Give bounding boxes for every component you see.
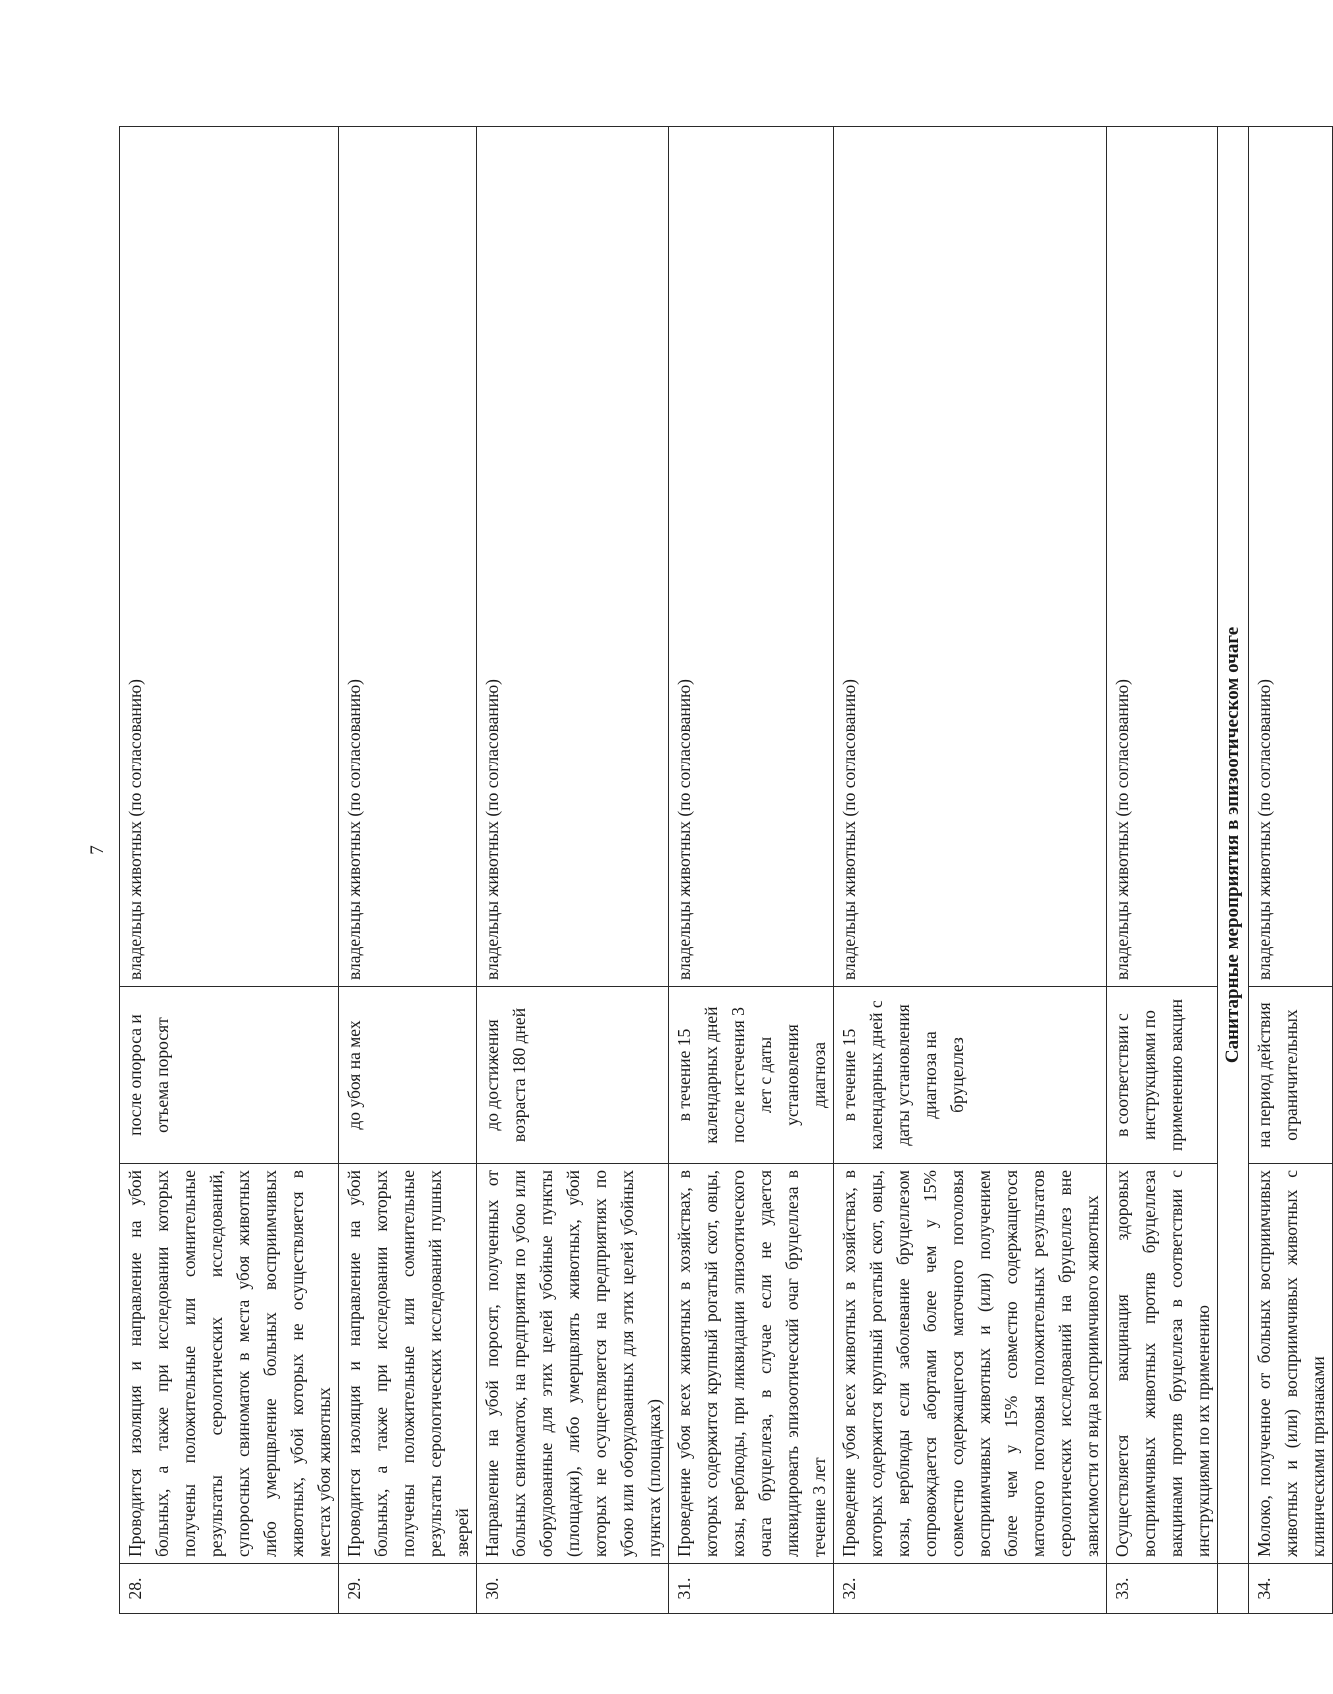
measures-table — [119, 126, 1333, 1614]
table-row — [669, 127, 834, 1614]
responsible-text: владельцы животных (по согласованию) — [1107, 127, 1218, 987]
responsible-text: владельцы животных (по согласованию) — [669, 127, 834, 987]
row-number: 32. — [834, 1564, 1107, 1614]
measure-text: Проводится изоляция и направление на убой больных, а также при исследовании которых получены положительные или сомнительные результаты серологических исследований пушных зверей — [339, 1164, 477, 1564]
row-number: 28. — [120, 1564, 339, 1614]
responsible-text: владельцы животных (по согласованию) — [477, 127, 669, 987]
responsible-text: владельцы животных (по согласованию) — [834, 127, 1107, 987]
table-row — [339, 127, 477, 1614]
section-heading: Санитарные мероприятия в эпизоотическом очаге — [1218, 127, 1249, 1564]
table-row — [1107, 127, 1218, 1614]
row-number: 29. — [339, 1564, 477, 1614]
term-text: в соответствии с инструкциями по применению вакцин — [1107, 987, 1218, 1164]
page-number: 7 — [87, 845, 108, 855]
section-spacer — [1218, 1564, 1249, 1614]
row-number: 31. — [669, 1564, 834, 1614]
term-text: до убоя на мех — [339, 987, 477, 1164]
table-row — [477, 127, 669, 1614]
term-text: в течение 15 календарных дней с даты установления диагноза на бруцеллез — [834, 987, 1107, 1164]
measure-text: Проведение убоя всех животных в хозяйствах, в которых содержится крупный рогатый скот, овцы, козы, верблюды если заболевание бруцеллезом сопровождается абортами более чем у 15% совместно содержащегося маточного поголовья восприимчивых животных и (или) получением более чем у 15% совместно содержащегося маточного поголовья положительных результатов серологических исследований на бруцеллез вне зависимости от вида восприимчивого животных — [834, 1164, 1107, 1564]
measure-text: Направление на убой поросят, полученных от больных свиноматок, на предприятия по убою или оборудованные для этих целей убойные пункты (площадки), либо умерщвлять животных, убой которых не осуществляется на предприятиях по убою или оборудованных для этих целей убойных пунктах (площадках) — [477, 1164, 669, 1564]
term-text: на период действия ограничительных — [1249, 987, 1333, 1164]
row-number: 33. — [1107, 1564, 1218, 1614]
measure-text: Проводится изоляция и направление на убой больных, а также при исследовании которых получены положительные или сомнительные результаты серологических исследований, супоросных свиноматок в места убоя животных либо умерщвление больных восприимчивых животных, убой которых не осуществляется в местах убоя животных — [120, 1164, 339, 1564]
measure-text: Осуществляется вакцинация здоровых восприимчивых животных против бруцеллеза вакцинами против бруцеллеза в соответствии с инструкциями по их применению — [1107, 1164, 1218, 1564]
responsible-text: владельцы животных (по согласованию) — [120, 127, 339, 987]
measure-text: Проведение убоя всех животных в хозяйствах, в которых содержится крупный рогатый скот, овцы, козы, верблюды, при ликвидации эпизоотического очага бруцеллеза, в случае если не удается ликвидировать эпизоотический очаг бруцеллеза в течение 3 лет — [669, 1164, 834, 1564]
row-number: 34. — [1249, 1564, 1333, 1614]
term-text: в течение 15 календарных дней после истечения 3 лет с даты установления диагноза — [669, 987, 834, 1164]
term-text: после опороса и отъема поросят — [120, 987, 339, 1164]
measure-text: Молоко, полученное от больных восприимчивых животных и (или) восприимчивых животных с клиническими признаками — [1249, 1164, 1333, 1564]
table-row — [834, 127, 1107, 1614]
table-row — [1249, 127, 1333, 1614]
term-text: до достижения возраста 180 дней — [477, 987, 669, 1164]
table-row — [120, 127, 339, 1614]
responsible-text: владельцы животных (по согласованию) — [1249, 127, 1333, 987]
section-row — [1218, 127, 1249, 1614]
rotated-table-wrapper — [119, 127, 1328, 1614]
responsible-text: владельцы животных (по согласованию) — [339, 127, 477, 987]
row-number: 30. — [477, 1564, 669, 1614]
